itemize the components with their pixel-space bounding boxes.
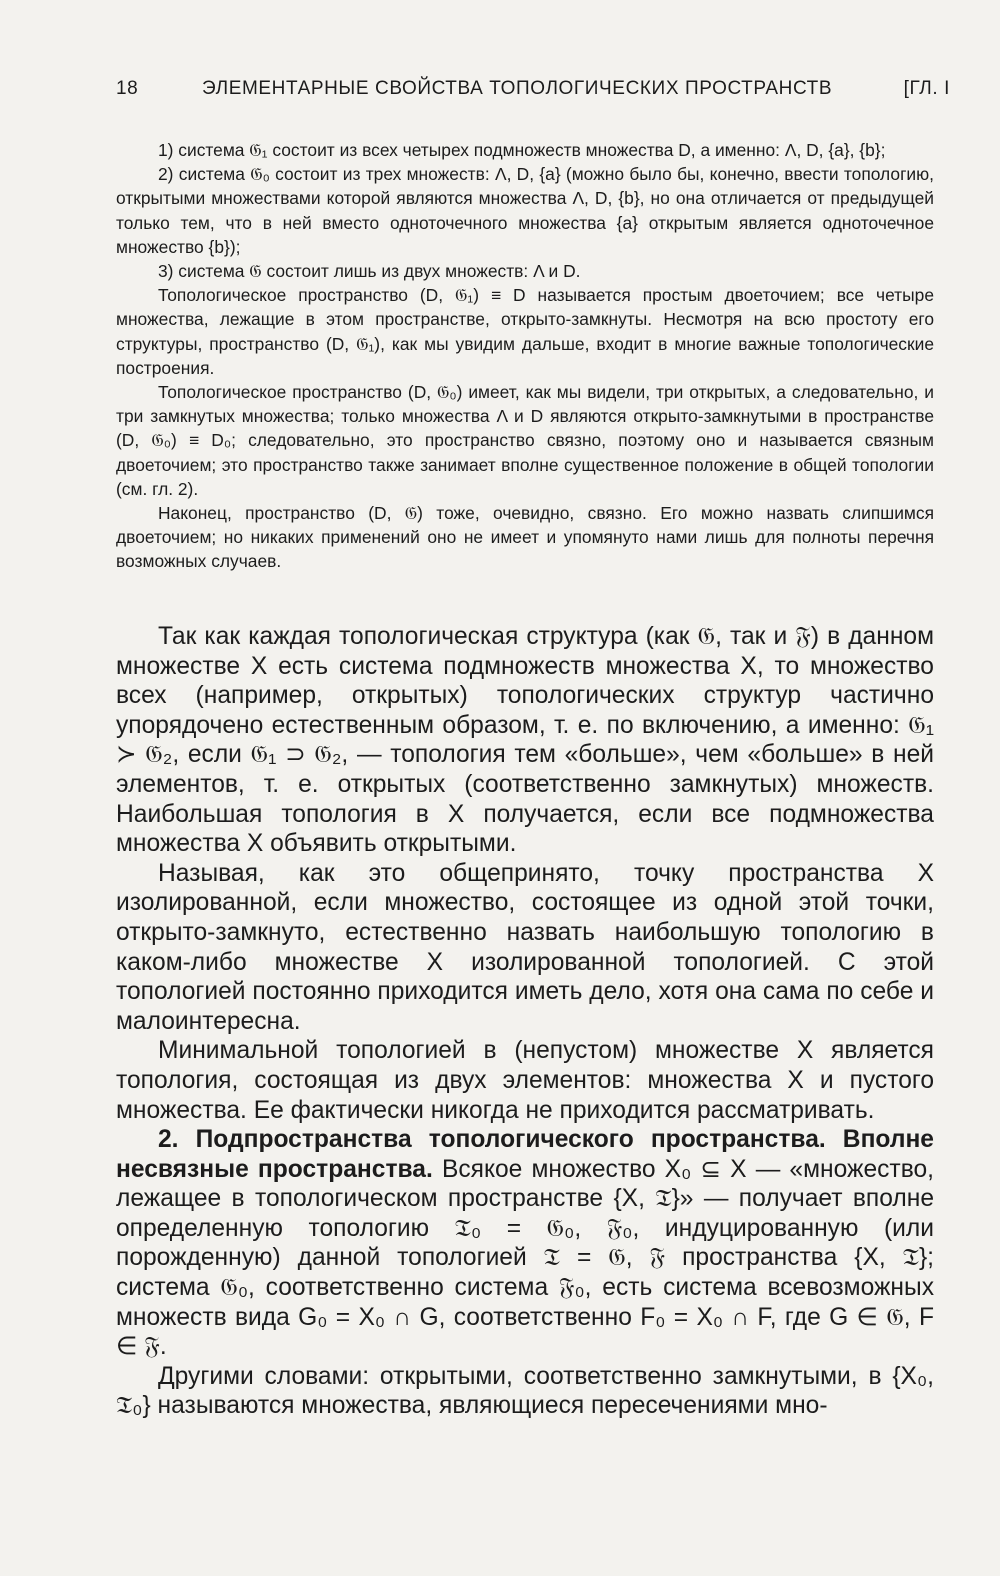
small-paragraph: 2) система 𝔊₀ состоит из трех множеств: Λ, D, {a} (можно было бы, конечно, ввести топологию, открытыми множествами которой являются множества Λ, D, {b}, но она отличается от предыдущей только тем, что в ней вместо одноточечного множества {a} открытым является одноточечное множество {b}); [116,164,934,257]
section-paragraph [116,1125,934,1362]
page-number: 18 [116,78,139,99]
main-text-block [116,622,934,1421]
running-title: ЭЛЕМЕНТАРНЫЕ СВОЙСТВА ТОПОЛОГИЧЕСКИХ ПРОСТРАНСТВ [202,78,833,99]
small-paragraph: Топологическое пространство (D, 𝔊₁) ≡ D называется простым двоеточием; все четыре множества, лежащие в этом пространстве, открыто-замкнуты. Несмотря на всю простоту его структуры, пространство (D, 𝔊₁), как мы увидим дальше, входит в многие важные топологические построения. [116,285,934,378]
body-paragraph: Другими словами: открытыми, соответственно замкнутыми, в {X₀, 𝔗₀} называются множества, являющиеся пересечениями мно- [116,1362,934,1420]
body-paragraph: Называя, как это общепринято, точку пространства X изолированной, если множество, состоящее из одной этой точки, открыто-замкнуто, естественно назвать наибольшую топологию в каком-либо множестве X изолированной топологией. С этой топологией постоянно приходится иметь дело, хотя она сама по себе и малоинтересна. [116,859,934,1035]
section-text: Всякое множество X₀ ⊆ X — «множество, лежащее в топологическом пространстве {X, 𝔗}» — получает вполне определенную топологию 𝔗₀ = 𝔊₀, 𝔉₀, индуцированную (или порожденную) данной топологией 𝔗 = 𝔊, 𝔉 пространства {X, 𝔗}; система 𝔊₀, соответственно система 𝔉₀, есть система всевозможных множеств вида G₀ = X₀ ∩ G, соответственно F₀ = X₀ ∩ F, где G ∈ 𝔊, F ∈ 𝔉. [116,1155,934,1361]
chapter-marker: [ГЛ. I [903,78,950,99]
small-paragraph: Топологическое пространство (D, 𝔊₀) имеет, как мы видели, три открытых, а следовательно, и три замкнутых множества; только множества Λ и D являются открыто-замкнутыми в пространстве (D, 𝔊₀) ≡ D₀; следовательно, это пространство связно, поэтому оно и называется связным двоеточием; это пространство также занимает вполне существенное положение в общей топологии (см. гл. 2). [116,382,934,499]
small-paragraph: Наконец, пространство (D, 𝔊) тоже, очевидно, связно. Его можно назвать слипшимся двоеточием; но никаких применений оно не имеет и упомянуто нами лишь для полноты перечня возможных случаев. [116,503,934,572]
body-paragraph: Минимальной топологией в (непустом) множестве X является топология, состоящая из двух элементов: множества X и пустого множества. Ее фактически никогда не приходится рассматривать. [116,1037,934,1124]
small-print-block [116,138,934,574]
body-paragraph: Так как каждая топологическая структура (как 𝔊, так и 𝔉) в данном множестве X есть система подмножеств множества X, то множество всех (например, открытых) топологических структур частично упорядочено естественным образом, т. е. по включению, а именно: 𝔊₁ ≻ 𝔊₂, если 𝔊₁ ⊃ 𝔊₂, — топология тем «больше», чем «больше» в ней элементов, т. е. открытых (соответственно замкнутых) множеств. Наибольшая топология в X получается, если все подмножества множества X объявить открытыми. [116,623,934,858]
running-head [116,76,950,106]
small-paragraph: 1) система 𝔊₁ состоит из всех четырех подмножеств множества D, а именно: Λ, D, {a}, {b}; [158,140,886,160]
section-heading: 2. Подпространства топологического пространства. Вполне несвязные пространства. [116,1126,934,1183]
small-paragraph: 3) система 𝔊 состоит лишь из двух множеств: Λ и D. [158,261,581,282]
